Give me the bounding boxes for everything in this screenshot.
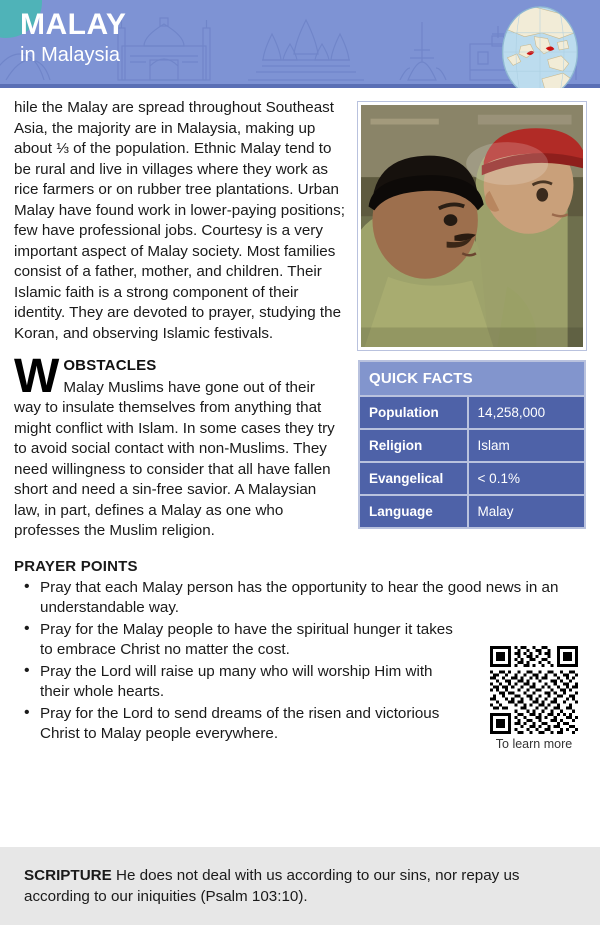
obstacles-heading: OBSTACLES [63,357,157,374]
list-item: • Pray the Lord will raise up many who will worship Him with their whole hearts. [14,662,586,703]
quick-facts-title: QUICK FACTS [360,362,584,395]
qr-caption: To learn more [495,736,573,751]
page-header [0,0,600,88]
table-row [360,397,584,428]
fact-label-population: Population [360,397,467,428]
table-row [360,463,584,494]
quick-facts-table [358,360,586,529]
page-title: MALAY [20,8,127,41]
scripture-text [24,865,574,907]
page-subtitle: in Malaysia [20,44,121,66]
photo-illustration [361,105,583,347]
intro-paragraph: hile the Malay are spread throughout Southeast Asia, the majority are in Malaysia, making up about ⅓ of the population. Ethnic Malay tend to be rural and live in villages where they work as rice farmers or on rubber tree plantations. Urban Malay have found work in lower-paying positions; few have professional jobs. Courtesy is a very important aspect of Malay society. Most families consist of a father, mother, and children. Their Islamic faith is a strong component of their identity. They are devoted to prayer, studying the Koran, and observing Islamic festivals. [14,99,345,342]
scripture-label: SCRIPTURE [24,867,112,884]
qr-block[interactable] [482,646,586,751]
list-item: • Pray for the Malay people to have the spiritual hunger it takes to embrace Christ no matter the cost. [14,620,586,661]
quick-facts-title-row [360,362,584,395]
list-item: • Pray that each Malay person has the opportunity to hear the good news in an understandable way. [14,578,586,619]
obstacles-paragraph: Malay Muslims have gone out of their way to insulate themselves from anything that might conflict with Islam. In some cases they try to avoid social contact with non-Muslims. They need willingness to consider that all have fallen short and need a sin-free savior. A Malaysian law, in part, defines a Malay as one who professes the Muslim religion. [14,378,335,539]
prayer-points-section [0,557,600,751]
qr-code-icon[interactable] [490,646,578,734]
fact-label-religion: Religion [360,430,467,461]
prayer-points-heading: PRAYER POINTS [14,557,138,575]
table-row [360,496,584,527]
list-item: • Pray for the Lord to send dreams of the risen and victorious Christ to Malay people everywhere. [14,704,586,745]
table-row [360,430,584,461]
main-content [0,88,600,542]
fact-value-religion: Islam [469,430,584,461]
scripture-verse: He does not deal with us according to our sins, nor repay us according to our iniquities (Psalm 103:10). [24,867,520,905]
drop-cap: W [14,350,60,403]
fact-label-language: Language [360,496,467,527]
fact-value-language: Malay [469,496,584,527]
fact-label-evangelical: Evangelical [360,463,467,494]
scripture-banner [0,847,600,925]
globe-southeast-asia-icon [492,4,588,88]
feature-photo [358,102,586,350]
header-title-block [20,8,126,68]
fact-value-evangelical: < 0.1% [469,463,584,494]
fact-value-population: 14,258,000 [469,397,584,428]
